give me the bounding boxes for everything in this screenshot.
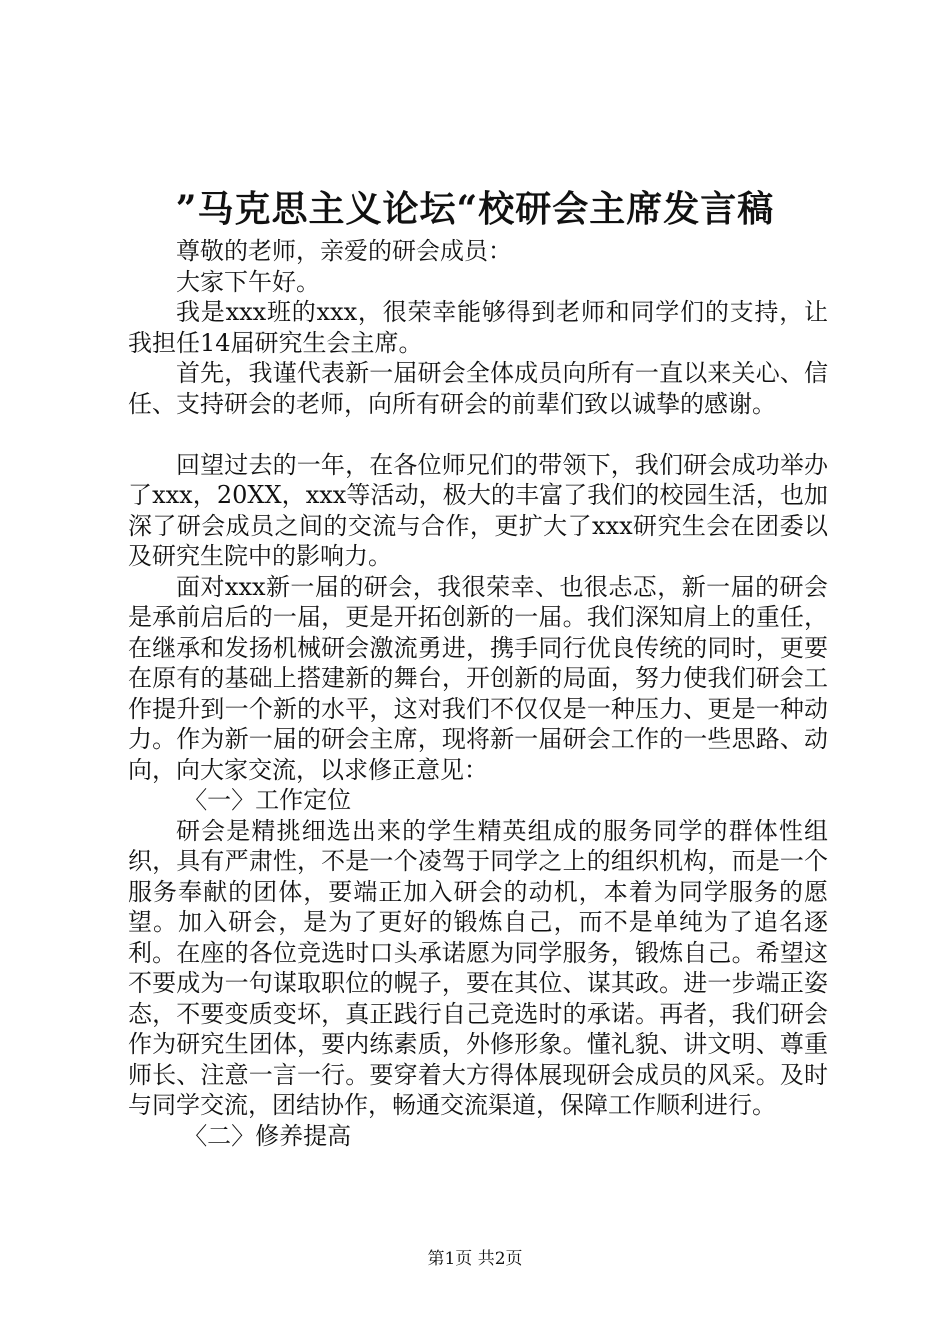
paragraph-review: 回望过去的一年，在各位师兄们的带领下，我们研会成功举办了xxx，20XX，xxx等活动，极大的丰富了我们的校园生活，也加深了研会成员之间的交流与合作，更扩大了xxx研究生会在团委以及研究生院中的影响力。: [128, 450, 828, 570]
paragraph-thanks: 首先，我谨代表新一届研会全体成员向所有一直以来关心、信任、支持研会的老师，向所有研会的前辈们致以诚挚的感谢。: [128, 359, 828, 418]
greeting: 大家下午好。: [176, 267, 320, 296]
page-number-footer: 第1页 共2页: [427, 1249, 523, 1269]
document-title: ”马克思主义论坛“校研会主席发言稿: [175, 188, 775, 230]
document-body: [128, 236, 828, 1151]
paragraph-work-positioning: 研会是精挑细选出来的学生精英组成的服务同学的群体性组织，具有严肃性，不是一个凌驾于同学之上的组织机构，而是一个服务奉献的团体，要端正加入研会的动机，本着为同学服务的愿望。加入研会，是为了更好的锻炼自己，而不是单纯为了追名逐利。在座的各位竞选时口头承诺愿为同学服务，锻炼自己。希望这不要成为一句谋取职位的幌子，要在其位、谋其政。进一步端正姿态，不要变质变坏，真正践行自己竞选时的承诺。再者，我们研会作为研究生团体，要内练素质，外修形象。懂礼貌、讲文明、尊重师长、注意一言一行。要穿着大方得体展现研会成员的风采。及时与同学交流，团结协作，畅通交流渠道，保障工作顺利进行。: [128, 816, 828, 1119]
paragraph-introduction: 我是xxx班的xxx，很荣幸能够得到老师和同学们的支持，让我担任14届研究生会主席。: [128, 298, 828, 357]
section-heading-1: 〈一〉工作定位: [183, 786, 352, 814]
paragraph-outlook: 面对xxx新一届的研会，我很荣幸、也很忐忑，新一届的研会是承前启后的一届，更是开拓创新的一届。我们深知肩上的重任，在继承和发扬机械研会激流勇进，携手同行优良传统的同时，更要在原有的基础上搭建新的舞台，开创新的局面，努力使我们研会工作提升到一个新的水平，这对我们不仅仅是一种压力、更是一种动力。作为新一届的研会主席，现将新一届研会工作的一些思路、动向，向大家交流，以求修正意见：: [128, 572, 828, 784]
salutation: 尊敬的老师，亲爱的研会成员：: [176, 237, 512, 265]
section-heading-2: 〈二〉修养提高: [183, 1121, 352, 1150]
